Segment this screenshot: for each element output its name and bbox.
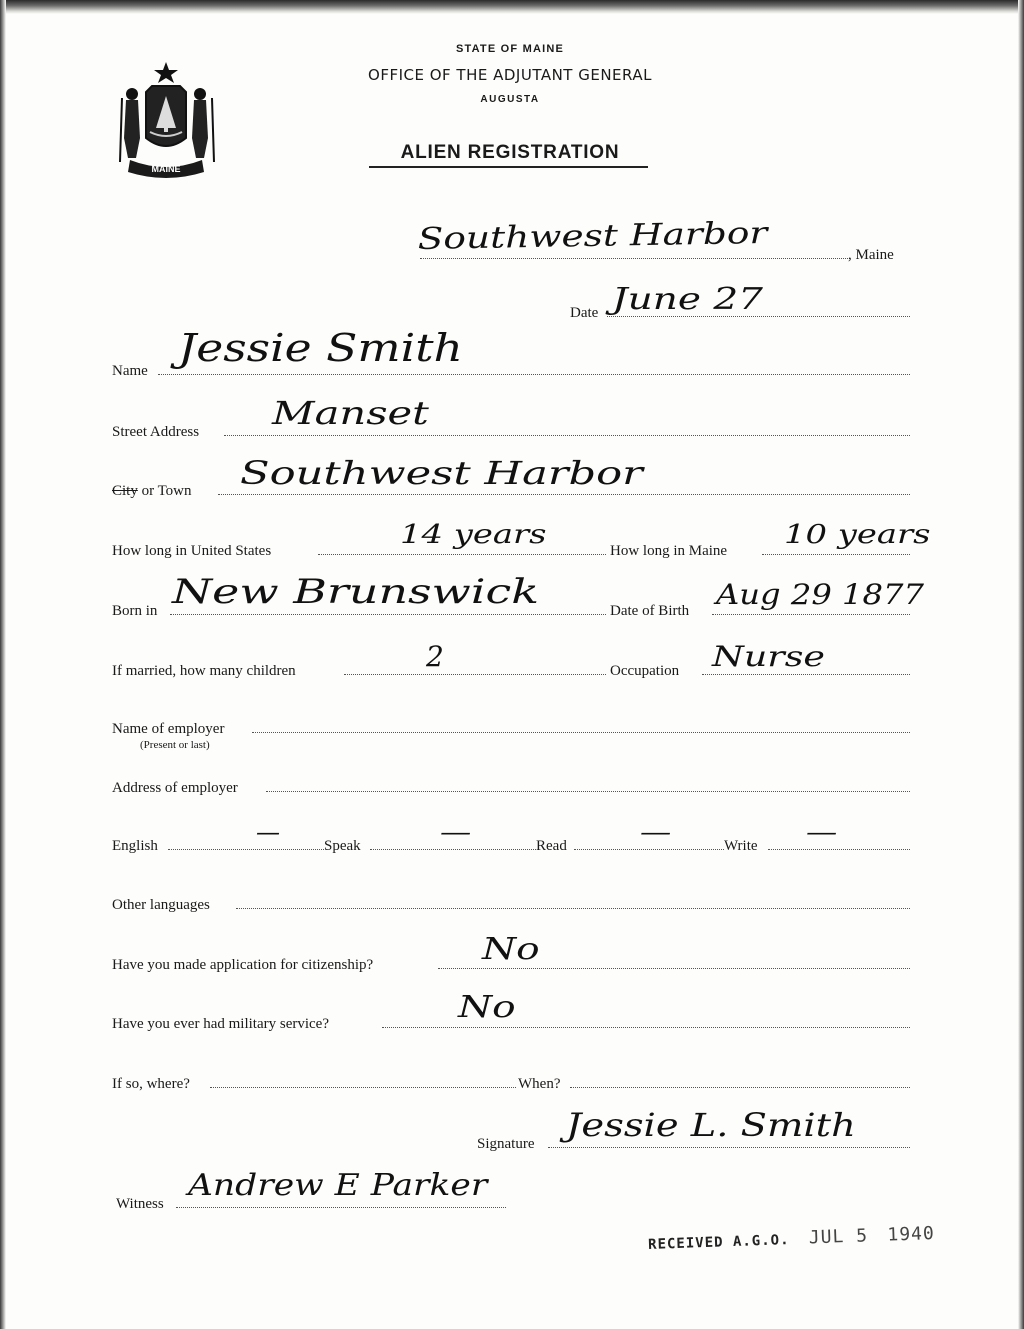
- scan-edge-top: [0, 0, 1024, 14]
- english-value: —: [256, 818, 280, 846]
- english-label: English: [112, 838, 158, 854]
- speak-label: Speak: [324, 838, 361, 854]
- how-long-maine-line: [762, 554, 910, 555]
- city-label: [112, 482, 192, 500]
- how-long-us-line: [318, 554, 606, 555]
- citizenship-line: [438, 968, 910, 969]
- maine-state-seal: [112, 58, 220, 180]
- town-label: or Town: [137, 483, 192, 499]
- signature-line: [548, 1147, 910, 1148]
- read-line: [574, 849, 724, 850]
- other-languages-label: Other languages: [112, 897, 210, 913]
- military-value: No: [458, 990, 516, 1025]
- title-underline: [369, 166, 648, 168]
- received-stamp: [648, 1223, 935, 1254]
- city-line: [218, 494, 910, 495]
- form-title: ALIEN REGISTRATION: [400, 142, 620, 163]
- stamp-date: JUL 5: [808, 1225, 869, 1249]
- stamp-received-text: RECEIVED A.G.O.: [647, 1232, 790, 1253]
- read-value: —: [640, 818, 672, 846]
- when-label: When?: [518, 1076, 561, 1092]
- children-label: If married, how many children: [112, 663, 296, 679]
- military-line: [382, 1027, 910, 1028]
- speak-line: [370, 849, 536, 850]
- witness-label: Witness: [116, 1196, 164, 1212]
- english-line: [168, 849, 324, 850]
- born-in-line: [170, 614, 606, 615]
- military-label: Have you ever had military service?: [112, 1016, 329, 1032]
- town-line: [420, 258, 850, 259]
- street-value: Manset: [272, 394, 429, 432]
- street-label: Street Address: [112, 424, 200, 440]
- how-long-maine-label: How long in Maine: [610, 543, 728, 559]
- street-line: [224, 435, 910, 436]
- city-value: Southwest Harbor: [240, 454, 643, 492]
- name-line: [158, 374, 910, 375]
- scan-edge-right: [1018, 0, 1024, 1329]
- witness-value: Andrew E Parker: [188, 1168, 488, 1203]
- children-value: 2: [426, 640, 444, 673]
- read-label: Read: [536, 838, 567, 854]
- where-line: [210, 1087, 516, 1088]
- where-label: If so, where?: [112, 1076, 190, 1092]
- scan-edge-left: [0, 0, 6, 1329]
- date-value: June 27: [612, 282, 763, 317]
- speak-value: —: [440, 818, 472, 846]
- how-long-maine-value: 10 years: [784, 520, 931, 550]
- how-long-us-label: How long in United States: [112, 543, 272, 559]
- header-office: OFFICE OF THE ADJUTANT GENERAL: [368, 66, 652, 84]
- name-value: Jessie Smith: [178, 326, 463, 370]
- date-of-birth-line: [712, 614, 910, 615]
- date-of-birth-value: Aug 29 1877: [716, 578, 925, 611]
- other-languages-line: [236, 908, 910, 909]
- occupation-line: [702, 674, 910, 675]
- children-line: [344, 674, 606, 675]
- seal-motto: MAINE: [151, 164, 181, 174]
- write-value: —: [806, 818, 838, 846]
- city-struck-label: City: [112, 483, 138, 499]
- town-value: Southwest Harbor: [417, 215, 768, 257]
- occupation-label: Occupation: [610, 663, 680, 679]
- signature-label: Signature: [477, 1136, 535, 1152]
- employer-label: Name of employer: [112, 721, 225, 737]
- employer-line: [252, 732, 910, 733]
- date-of-birth-label: Date of Birth: [610, 603, 690, 619]
- employer-address-label: Address of employer: [112, 780, 238, 796]
- signature-value: Jessie L. Smith: [566, 1106, 856, 1144]
- header-city: AUGUSTA: [480, 94, 540, 105]
- write-line: [768, 849, 910, 850]
- occupation-value: Nurse: [712, 640, 825, 673]
- born-in-value: New Brunswick: [172, 572, 540, 612]
- name-label: Name: [112, 363, 148, 379]
- witness-line: [176, 1207, 506, 1208]
- maine-label: , Maine: [848, 247, 894, 263]
- citizenship-value: No: [482, 932, 540, 967]
- stamp-year: 1940: [887, 1223, 936, 1246]
- born-in-label: Born in: [112, 603, 158, 619]
- how-long-us-value: 14 years: [400, 520, 547, 550]
- date-label: Date: [570, 305, 599, 321]
- write-label: Write: [724, 838, 758, 854]
- when-line: [570, 1087, 910, 1088]
- citizenship-label: Have you made application for citizenship?: [112, 957, 374, 973]
- header-state: STATE OF MAINE: [455, 43, 565, 55]
- employer-address-line: [266, 791, 910, 792]
- employer-sublabel: (Present or last): [140, 739, 210, 751]
